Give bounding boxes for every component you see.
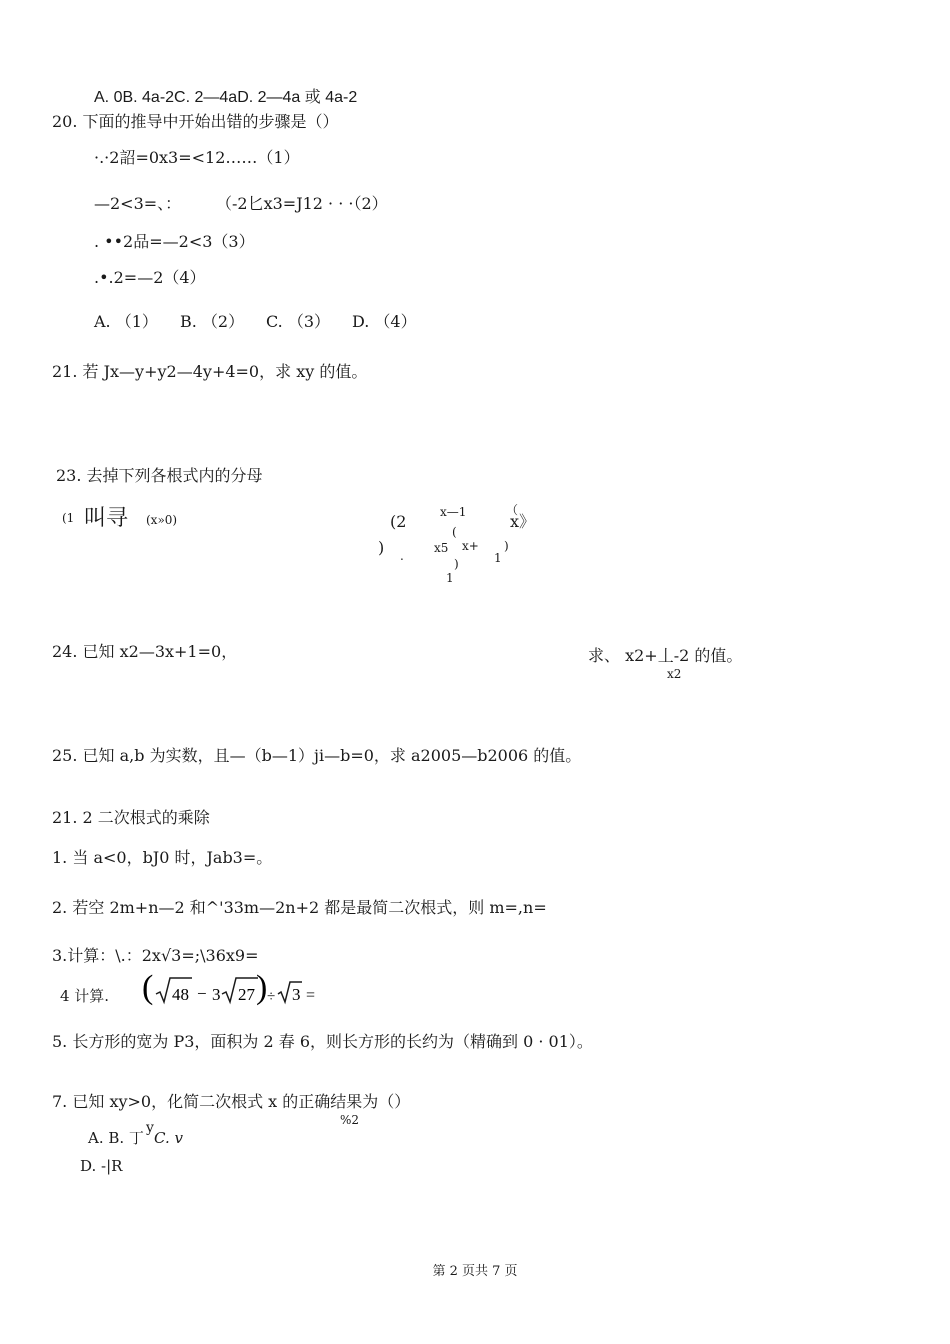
close-paren: ) — [256, 969, 268, 1006]
q23-part2-label-bottom: ) — [378, 538, 385, 557]
divide-sign: ÷ — [267, 989, 276, 1005]
coefficient-3: 3 — [212, 985, 221, 1004]
q23-frag-x-minus-1: x—1 — [440, 505, 467, 519]
q24-stem: 24. 已知 x2—3x+1=0， — [52, 642, 238, 661]
q20-option-d: D. （4） — [352, 312, 417, 331]
exercise-7-options-ab: A. B. 丁 — [88, 1129, 144, 1147]
q23-frag-paren-c: ) — [504, 539, 509, 553]
exercise-1: 1. 当 a<0，bJ0 时，Jab3=。 — [52, 848, 273, 867]
q25-text: 25. 已知 a,b 为实数，且—（b—1）ji—b=0，求 a2005—b2006 的值。 — [52, 746, 582, 765]
q23-part2-dot: . — [400, 549, 404, 563]
page-footer: 第 2 页共 7 页 — [432, 1264, 518, 1279]
q20-step-3: . ••2品=—2<3（3） — [94, 232, 255, 251]
exercise-2: 2. 若空 2m+n—2 和^'33m—2n+2 都是最简二次根式，则 m=,n= — [52, 898, 547, 917]
exercise-7-y: y — [146, 1120, 154, 1136]
q23-stem: 23. 去掉下列各根式内的分母 — [56, 466, 263, 485]
q20-option-c: C. （3） — [266, 312, 331, 331]
q23-part1-condition: (x»0) — [146, 513, 178, 527]
q23-frag-1a: 1 — [494, 551, 502, 565]
radicand-3: 3 — [292, 985, 301, 1004]
q23-part1-number: (1 — [62, 511, 75, 525]
q20-option-b: B. （2） — [180, 312, 245, 331]
q23-part1-expression: 叫寻 — [84, 505, 129, 530]
q20-option-a: A. （1） — [94, 312, 158, 331]
exercise-5: 5. 长方形的宽为 P3，面积为 2 春 6，则长方形的长约为（精确到 0 · 01）。 — [52, 1032, 593, 1051]
q23-frag-x5: x5 — [434, 541, 449, 555]
q23-frag-paren-b: ( — [452, 525, 457, 539]
q23-part2-label-top: (2 — [390, 512, 407, 531]
exercise-7-stem: 7. 已知 xy>0，化简二次根式 x 的正确结果为（） — [52, 1092, 411, 1111]
q23-frag-paren-a: （ — [506, 503, 519, 517]
open-paren: ( — [142, 969, 154, 1006]
q23-frag-x: x》 — [510, 512, 536, 531]
q20-step-2b: （-2匕x3=J12 · · ·（2） — [216, 194, 388, 213]
radical-expression — [142, 968, 322, 1012]
q23-frag-paren-d: ) — [454, 557, 459, 571]
exercise-7-sub: %2 — [340, 1113, 360, 1127]
q21-text: 21. 若 Jx—y+y2—4y+4=0，求 xy 的值。 — [52, 362, 368, 381]
q20-stem: 20. 下面的推导中开始出错的步骤是（） — [52, 112, 339, 131]
exercise-4-label: 4 计算. — [60, 987, 110, 1005]
q24-ask: 求、 x2+丄-2 的值。 — [588, 646, 743, 665]
exercise-7-option-c: C. v — [154, 1129, 183, 1147]
q20-step-1: ·.·2詔=0x3=<12……（1） — [94, 148, 300, 167]
exercise-3: 3.计算：\.：2x√3=;\36x9= — [52, 946, 259, 965]
section-title: 21. 2 二次根式的乘除 — [52, 808, 210, 827]
exercise-7-option-d: D. -|R — [80, 1157, 123, 1175]
q20-step-4: .•.2=—2（4） — [94, 268, 206, 287]
q23-frag-1b: 1 — [446, 571, 454, 585]
q23-frag-x-plus: x+ — [462, 539, 479, 553]
equals-sign: = — [306, 987, 316, 1004]
q20-step-2a: —2<3=、： — [94, 194, 182, 213]
minus-sign: − — [197, 984, 207, 1003]
radicand-48: 48 — [172, 985, 189, 1004]
q19-options: A. 0B. 4a-2C. 2—4aD. 2—4a 或 4a-2 — [94, 89, 358, 106]
radicand-27: 27 — [238, 985, 255, 1004]
q24-denominator: x2 — [667, 667, 682, 681]
